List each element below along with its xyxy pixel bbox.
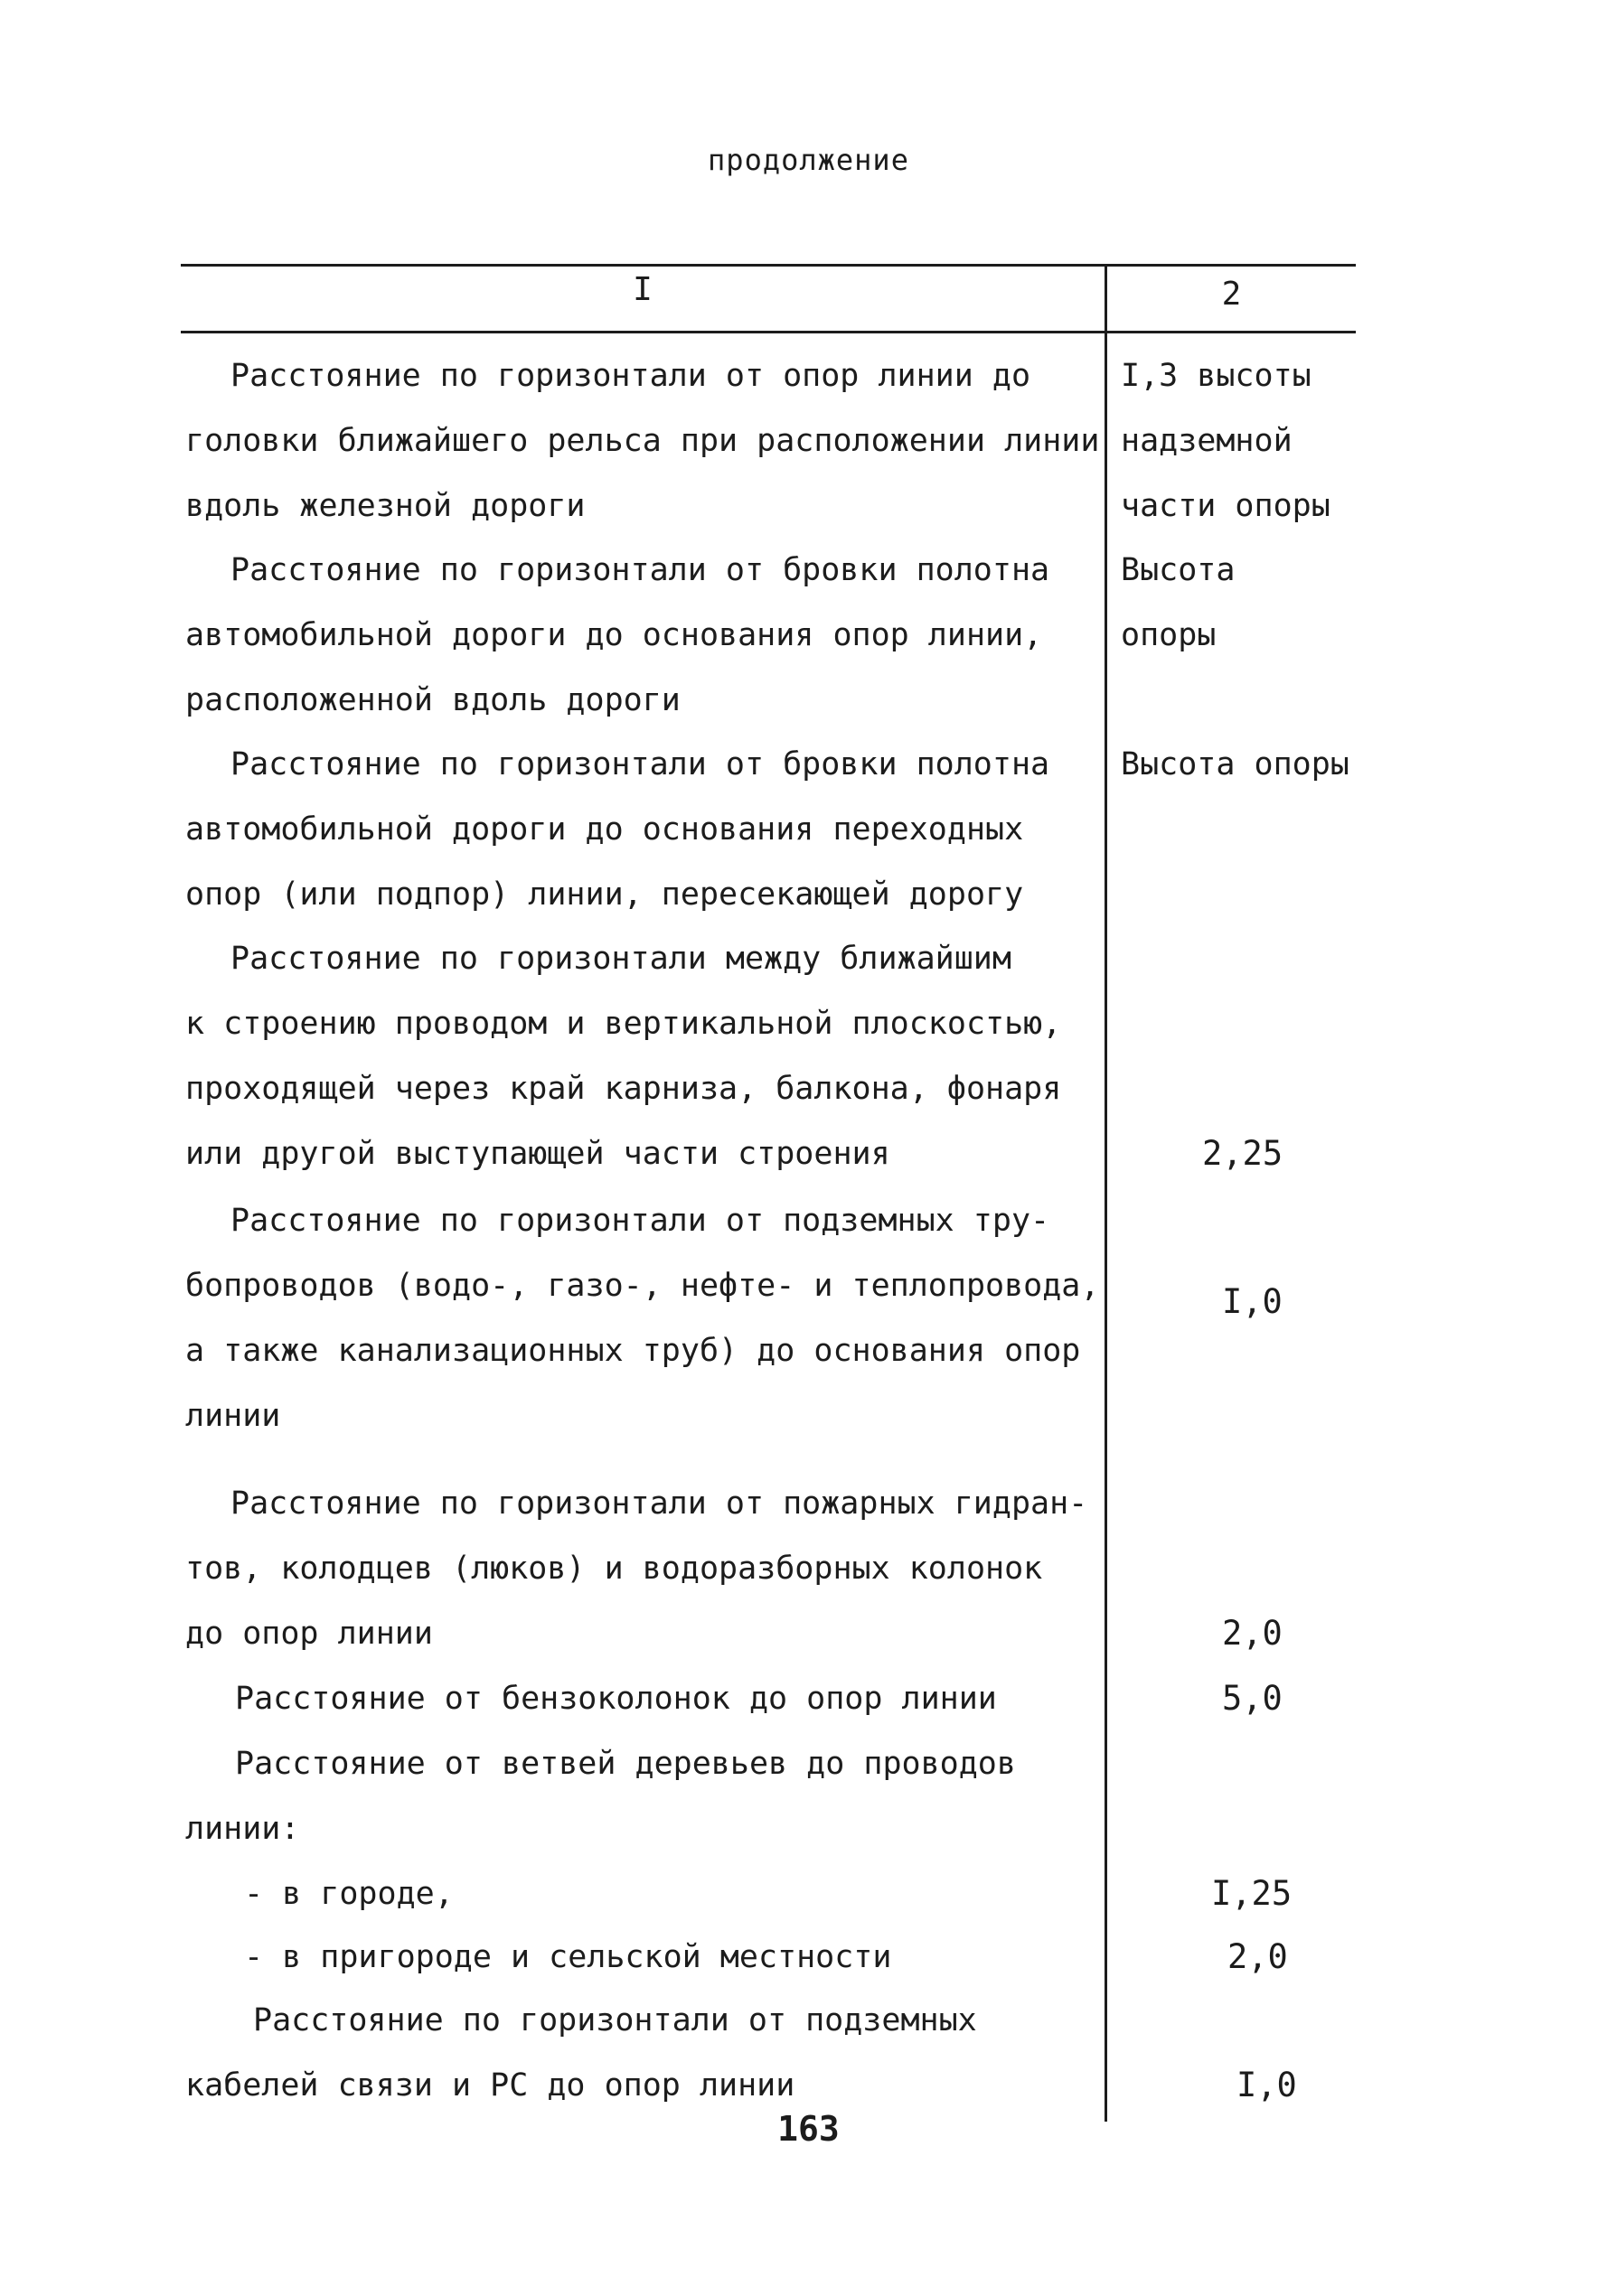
row-text-line: кабелей связи и РС до опор линии xyxy=(185,2067,795,2104)
column-2-header: 2 xyxy=(1221,276,1242,313)
row-text-line: Расстояние по горизонтали от подземных тру- xyxy=(230,1203,1050,1239)
row-text-line: - в городе, xyxy=(244,1876,454,1912)
row-description xyxy=(185,1188,1100,1448)
row-value-line: надземной xyxy=(1121,423,1293,459)
row-description xyxy=(185,343,1100,539)
row-text-line: автомобильной дороги до основания переходных xyxy=(185,811,1024,848)
row-value: I,25 xyxy=(1211,1874,1293,1913)
row-description xyxy=(185,926,1089,1186)
row-text-line: Расстояние по горизонтали между ближайшим xyxy=(230,941,1011,977)
row-value-line: части опоры xyxy=(1121,488,1330,524)
row-text-line: линии xyxy=(185,1398,281,1434)
row-description xyxy=(185,1861,1089,1926)
row-text-line: расположенной вдоль дороги xyxy=(185,682,681,718)
row-description xyxy=(185,1731,1089,1861)
header-bottom-rule xyxy=(181,331,1356,333)
row-text-line: проходящей через край карниза, балкона, фонаря xyxy=(185,1071,1062,1107)
page-number: 163 xyxy=(777,2109,840,2149)
row-text-line: Расстояние от ветвей деревьев до проводов xyxy=(235,1746,1016,1782)
row-description xyxy=(185,1666,1089,1731)
row-value: 2,25 xyxy=(1202,1134,1283,1173)
row-value: I,0 xyxy=(1236,2066,1297,2104)
row-text-line: тов, колодцев (люков) и водоразборных колонок xyxy=(185,1551,1043,1587)
row-text-line: линии: xyxy=(185,1811,300,1847)
row-text-line: Расстояние по горизонтали от бровки полотна xyxy=(230,552,1050,588)
row-text-line: автомобильной дороги до основания опор линии, xyxy=(185,617,1043,653)
row-description xyxy=(185,538,1089,733)
continuation-label: продолжение xyxy=(708,143,909,177)
row-value-line: Высота xyxy=(1121,552,1236,588)
row-text-line: Расстояние по горизонтали от пожарных гидран- xyxy=(230,1485,1088,1522)
row-text-line: головки ближайшего рельса при расположении линии xyxy=(185,423,1100,459)
row-text-line: бопроводов (водо-, газо-, нефте- и теплопровода, xyxy=(185,1268,1100,1304)
row-description xyxy=(185,1988,1089,2118)
row-value xyxy=(1121,343,1374,539)
row-text-line: к строению проводом и вертикальной плоскостью, xyxy=(185,1006,1062,1042)
row-value xyxy=(1121,732,1374,797)
row-value: I,0 xyxy=(1222,1282,1283,1321)
row-text-line: или другой выступающей части строения xyxy=(185,1136,890,1172)
row-value: 2,0 xyxy=(1227,1937,1288,1976)
row-value-line: Высота опоры xyxy=(1121,746,1349,783)
row-description xyxy=(185,732,1089,927)
column-divider xyxy=(1105,264,1107,2122)
row-text-line: вдоль железной дороги xyxy=(185,488,586,524)
row-text-line: Расстояние от бензоколонок до опор линии xyxy=(235,1681,997,1717)
row-text-line: а также канализационных труб) до основания опор xyxy=(185,1333,1081,1369)
row-text-line: Расстояние по горизонтали от подземных xyxy=(253,2002,977,2038)
column-1-header: I xyxy=(633,271,653,308)
row-text-line: до опор линии xyxy=(185,1616,433,1652)
row-description xyxy=(185,1471,1089,1666)
row-value-line: I,3 высоты xyxy=(1121,358,1311,394)
row-text-line: Расстояние по горизонтали от опор линии до xyxy=(230,358,1031,394)
row-text-line: - в пригороде и сельской местности xyxy=(244,1939,892,1975)
row-value: 2,0 xyxy=(1222,1614,1283,1653)
table-top-rule xyxy=(181,264,1356,267)
row-text-line: Расстояние по горизонтали от бровки полотна xyxy=(230,746,1050,783)
row-value-line: опоры xyxy=(1121,617,1217,653)
row-text-line: опор (или подпор) линии, пересекающей дорогу xyxy=(185,876,1024,913)
row-value: 5,0 xyxy=(1222,1679,1283,1718)
row-value xyxy=(1121,538,1374,668)
row-description xyxy=(185,1925,1089,1990)
